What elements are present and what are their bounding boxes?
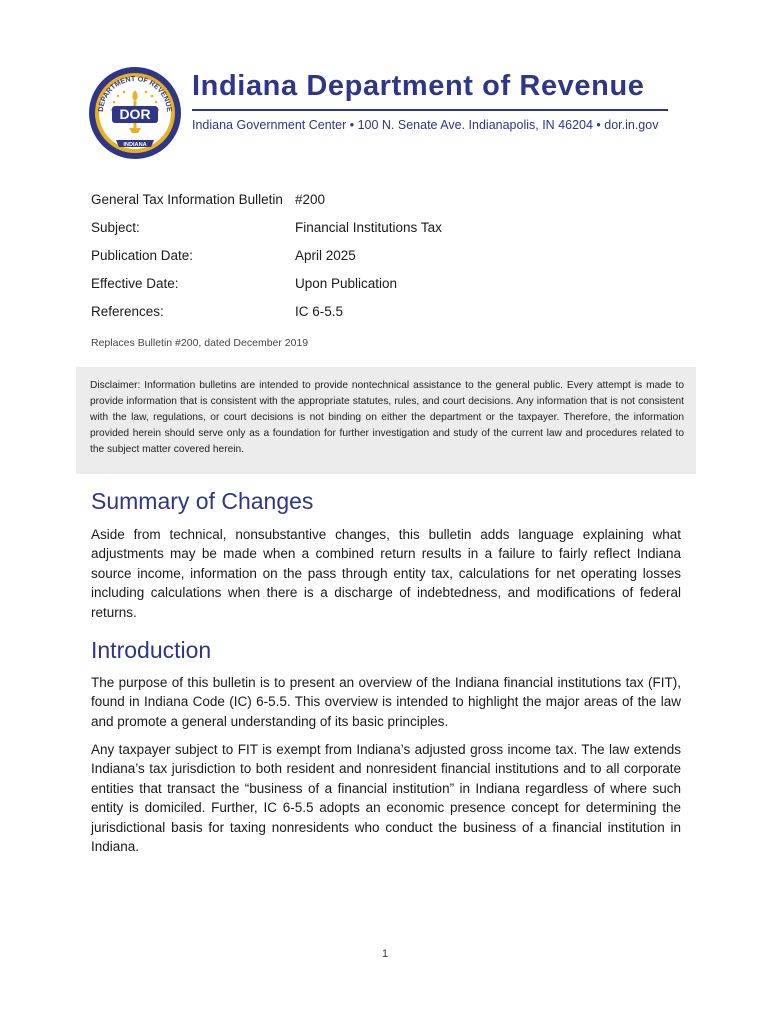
seal-top-text: DEPARTMENT OF REVENUE	[95, 73, 175, 113]
effective-date-value: Upon Publication	[295, 276, 398, 291]
seal-bottom-text: INDIANA	[123, 141, 147, 148]
disclaimer-box: Disclaimer: Information bulletins are intended to provide nontechnical assistance to the general public. Every attempt is made to provide information that is consistent with the appropriate statutes, rules, and court decisions. Any information that is not consistent with the law, regulations, or court decisions is not binding on either the department or the taxpayer. Therefore, the information provided herein should serve only as a foundation for further investigation and study of the current law and procedures related to the subject matter covered herein.	[76, 367, 696, 474]
section-heading-summary: Summary of Changes	[91, 488, 314, 514]
introduction-paragraph-2: Any taxpayer subject to FIT is exempt from Indiana’s adjusted gross income tax. The law extends Indiana’s tax jurisdiction to both resident and nonresident financial institutions and to all corporate entities that transact the “business of a financial institution” in Indiana regardless of where such entity is domiciled. Further, IC 6-5.5 adopts an economic presence concept for determining the jurisdictional basis for taxing nonresidents who conduct the business of a financial institution in Indiana.	[91, 742, 681, 855]
subject-label: Subject:	[91, 220, 140, 235]
references-value: IC 6-5.5	[295, 304, 344, 319]
subject-value: Financial Institutions Tax	[295, 220, 442, 235]
replaces-note: Replaces Bulletin #200, dated December 2019	[91, 337, 309, 349]
section-heading-introduction: Introduction	[91, 637, 212, 663]
summary-paragraph: Aside from technical, nonsubstantive changes, this bulletin adds language explaining what adjustments may be made when a combined return results in a failure to fairly reflect Indiana source income, information on the pass through entity tax, calculations for net operating losses including calculations when there is a discharge of indebtedness, and modifications of federal returns.	[91, 527, 681, 620]
bulletin-label: General Tax Information Bulletin	[91, 192, 283, 207]
organization-title: Indiana Department of Revenue	[192, 70, 645, 102]
seal-center-text: DOR	[119, 106, 151, 122]
effective-date-label: Effective Date:	[91, 276, 179, 291]
publication-date-value: April 2025	[295, 248, 356, 263]
bulletin-number: #200	[295, 192, 326, 207]
introduction-paragraph-1: The purpose of this bulletin is to present an overview of the Indiana financial institutions tax (FIT), found in Indiana Code (IC) 6-5.5. This overview is intended to highlight the major areas of the law and promote a general understanding of its basic principles.	[91, 675, 681, 729]
organization-address: Indiana Government Center • 100 N. Senate Ave. Indianapolis, IN 46204 • dor.in.gov	[192, 118, 659, 132]
page-number: 1	[381, 948, 389, 960]
dor-seal-logo	[88, 66, 182, 160]
title-divider	[192, 109, 668, 111]
references-label: References:	[91, 304, 164, 319]
publication-date-label: Publication Date:	[91, 248, 194, 263]
